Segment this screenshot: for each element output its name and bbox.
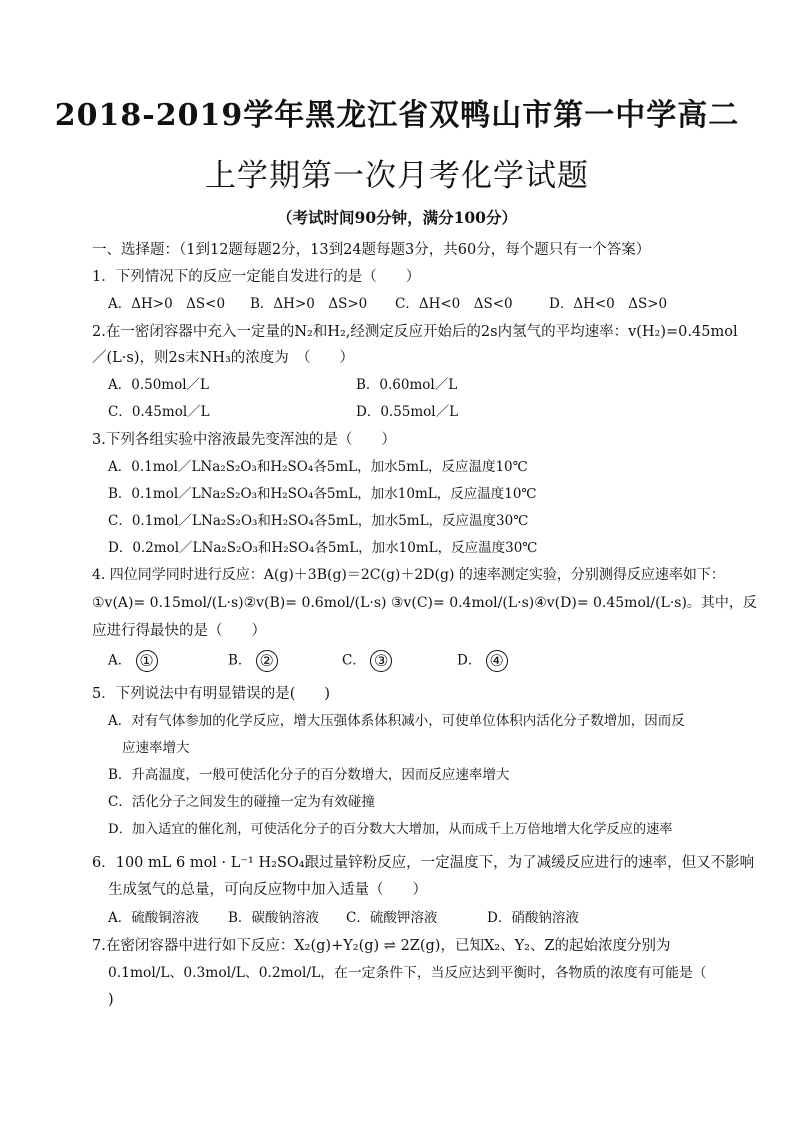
question-1-stem: 1．下列情况下的反应一定能自发进行的是（ ）	[92, 269, 421, 285]
circled-number: ④	[486, 650, 508, 672]
exam-title-line1: 2018-2019学年黑龙江省双鸭山市第一中学高二	[54, 98, 740, 133]
question-4-option-d	[457, 650, 508, 672]
circled-number: ①	[136, 650, 158, 672]
question-6-option-d: D．硝酸钠溶液	[487, 910, 579, 926]
question-5-stem: 5．下列说法中有明显错误的是( )	[92, 686, 331, 702]
question-7-stem-line2: 0.1mol/L、0.3mol/L、0.2mol/L，在一定条件下，当反应达到平衡时，各物质的浓度有可能是（	[108, 965, 707, 981]
question-4-option-a	[108, 650, 158, 672]
question-5-option-b: B．升高温度，一般可使活化分子的百分数增大，因而反应速率增大	[108, 767, 510, 783]
question-3-option-d: D．0.2mol／LNa₂S₂O₃和H₂SO₄各5mL，加水10mL，反应温度30℃	[108, 540, 538, 556]
question-7-stem-line3: )	[108, 992, 114, 1008]
question-1-option-b: B．ΔH>0 ΔS>0	[250, 296, 368, 312]
question-2-stem-line1: 2.在一密闭容器中充入一定量的N₂和H₂,经测定反应开始后的2s内氢气的平均速率：v(H₂)=0.45mol	[92, 324, 738, 340]
question-1-option-c: C．ΔH<0 ΔS<0	[395, 296, 513, 312]
question-2-option-c: C．0.45mol／L	[108, 404, 210, 420]
question-2-option-b: B．0.60mol／L	[356, 377, 458, 393]
question-6-stem-line1: 6．100 mL 6 mol · L⁻¹ H₂SO₄跟过量锌粉反应，一定温度下，为了减缓反应进行的速率，但又不影响	[92, 855, 755, 871]
section-heading: 一、选择题：（1到12题每题2分，13到24题每题3分，共60分，每个题只有一个答案）	[92, 242, 651, 258]
question-2-stem-line2: ／(L·s)，则2s末NH₃的浓度为 （ ）	[92, 350, 355, 366]
exam-subtitle: （考试时间90分钟，满分100分）	[277, 208, 517, 227]
question-2-option-d: D．0.55mol／L	[356, 404, 459, 420]
circled-number: ②	[256, 650, 278, 672]
question-4-stem-line1: 4. 四位同学同时进行反应：A(g)＋3B(g)＝2C(g)＋2D(g) 的速率测定实验，分别测得反应速率如下：	[92, 567, 725, 583]
question-1-option-a: A．ΔH>0 ΔS<0	[108, 296, 226, 312]
question-3-option-b: B．0.1mol／LNa₂S₂O₃和H₂SO₄各5mL，加水10mL，反应温度10℃	[108, 486, 537, 502]
option-label: A．	[108, 652, 132, 669]
question-4-option-b	[228, 650, 278, 672]
question-4-option-c	[342, 650, 392, 672]
question-2-option-a: A．0.50mol／L	[108, 377, 210, 393]
question-5-option-a-line2: 应速率增大	[122, 740, 190, 756]
circled-number: ③	[370, 650, 392, 672]
question-5-option-d: D．加入适宜的催化剂，可使活化分子的百分数大大增加，从而成千上万倍地增大化学反应的速率	[108, 822, 673, 837]
question-3-stem: 3.下列各组实验中溶液最先变浑浊的是（ ）	[92, 432, 396, 448]
question-3-option-a: A．0.1mol／LNa₂S₂O₃和H₂SO₄各5mL，加水5mL，反应温度10℃	[108, 459, 528, 475]
exam-title-line2: 上学期第一次月考化学试题	[205, 158, 589, 194]
question-3-option-c: C．0.1mol／LNa₂S₂O₃和H₂SO₄各5mL，加水5mL，反应温度30℃	[108, 513, 529, 529]
question-6-option-a: A．硫酸铜溶液	[108, 910, 199, 926]
question-4-stem-line3: 应进行得最快的是（ ）	[92, 623, 266, 639]
question-5-option-c: C．活化分子之间发生的碰撞一定为有效碰撞	[108, 794, 375, 810]
option-label: D．	[457, 652, 482, 669]
question-4-stem-line2: ①v(A)= 0.15mol/(L·s)②v(B)= 0.6mol/(L·s) ③v(C)= 0.4mol/(L·s)④v(D)= 0.45mol/(L·s)。其中，反	[92, 595, 757, 611]
question-6-stem-line2: 生成氢气的总量，可向反应物中加入适量（ ）	[108, 882, 427, 898]
question-6-option-b: B．碳酸钠溶液	[228, 910, 319, 926]
question-1-option-d: D．ΔH<0 ΔS>0	[549, 296, 668, 312]
question-6-option-c: C．硫酸钾溶液	[346, 910, 438, 926]
option-label: B．	[228, 652, 252, 669]
option-label: C．	[342, 652, 366, 669]
question-5-option-a-line1: A．对有气体参加的化学反应，增大压强体系体积减小，可使单位体积内活化分子数增加，因而反	[108, 713, 685, 729]
question-7-stem-line1: 7.在密闭容器中进行如下反应：X₂(g)+Y₂(g) ⇌ 2Z(g)，已知X₂、Y₂、Z的起始浓度分别为	[92, 938, 671, 954]
